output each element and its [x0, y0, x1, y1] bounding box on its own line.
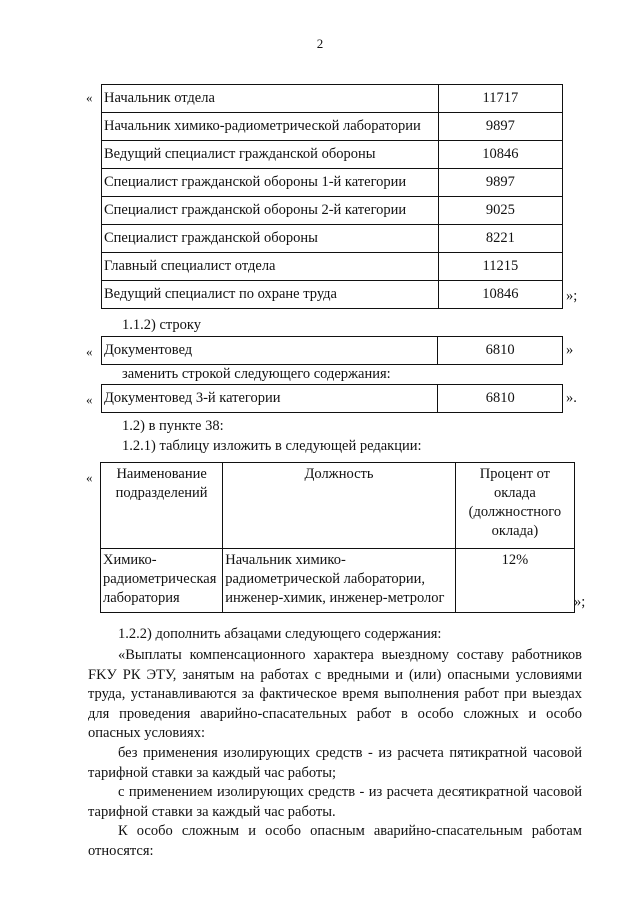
open-quote: « — [86, 392, 93, 407]
table-row — [102, 141, 563, 169]
unit-name: Химико-радиометрическая лаборатория — [101, 549, 223, 613]
table-row — [101, 549, 575, 613]
position-name: Специалист гражданской обороны 1-й категории — [102, 169, 439, 197]
salary-table — [101, 84, 563, 309]
position-name: Главный специалист отдела — [102, 253, 439, 281]
position-name: Ведущий специалист гражданской обороны — [102, 141, 439, 169]
salary-value: 10846 — [438, 141, 562, 169]
item-1-1-2: 1.1.2) строку — [122, 317, 201, 333]
table-row — [102, 385, 563, 413]
position-name: Ведущий специалист по охране труда — [102, 281, 439, 309]
item-1-2: 1.2) в пункте 38: — [122, 418, 224, 434]
salary-value: 9897 — [438, 169, 562, 197]
open-quote: « — [86, 470, 93, 485]
salary-value: 10846 — [438, 281, 562, 309]
salary-value: 11215 — [438, 253, 562, 281]
table-row — [102, 169, 563, 197]
table-row — [102, 225, 563, 253]
paragraph-with-isolation: с применением изолирующих средств - из расчета десятикратной часовой тарифной ставки за каждый час работы. — [88, 784, 582, 820]
percent-value: 12% — [455, 549, 574, 613]
item-1-2-1: 1.2.1) таблицу изложить в следующей редакции: — [122, 438, 422, 454]
position-list: Начальник химико-радиометрической лаборатории, инженер-химик, инженер-метролог — [223, 549, 455, 613]
header-percent: Процент от оклада (должностного оклада) — [455, 463, 574, 549]
table-row — [102, 113, 563, 141]
position-name: Специалист гражданской обороны — [102, 225, 439, 253]
item-1-2-2: 1.2.2) дополнить абзацами следующего содержания: — [118, 626, 442, 642]
paragraph-compensation: «Выплаты компенсационного характера выездному составу работников FKУ РК ЭТУ, занятым на работах с вредными и (или) опасными условиями труда, устанавливаются за фактическое время выполнения работ при выездах для проведения аварийно-спасательных работ в особо сложных и особо опасных условиях: — [88, 647, 582, 741]
salary-value: 6810 — [438, 385, 563, 413]
table-row — [102, 337, 563, 365]
compensation-table — [100, 462, 575, 613]
table-row — [102, 85, 563, 113]
doc3-row-table — [101, 384, 563, 413]
position-name: Начальник химико-радиометрической лаборатории — [102, 113, 439, 141]
position-name: Документовед — [102, 337, 438, 365]
header-unit: Наименование подразделений — [101, 463, 223, 549]
table-header-row — [101, 463, 575, 549]
close-quote: »; — [566, 288, 578, 304]
salary-value: 8221 — [438, 225, 562, 253]
salary-value: 6810 — [438, 337, 563, 365]
paragraph-special-works: К особо сложным и особо опасным аварийно-спасательным работам относятся: — [88, 823, 582, 859]
close-quote: »; — [574, 594, 586, 610]
page-number: 2 — [316, 36, 324, 51]
header-position: Должность — [223, 463, 455, 549]
table-row — [102, 197, 563, 225]
open-quote: « — [86, 344, 93, 359]
table-row — [102, 253, 563, 281]
position-name: Специалист гражданской обороны 2-й категории — [102, 197, 439, 225]
doc-row-table — [101, 336, 563, 365]
close-quote: ». — [566, 390, 577, 406]
position-name: Документовед 3-й категории — [102, 385, 438, 413]
paragraph-without-isolation: без применения изолирующих средств - из расчета пятикратной часовой тарифной ставки за каждый час работы; — [88, 745, 582, 781]
salary-value: 11717 — [438, 85, 562, 113]
salary-value: 9897 — [438, 113, 562, 141]
position-name: Начальник отдела — [102, 85, 439, 113]
table-row — [102, 281, 563, 309]
open-quote: « — [86, 90, 93, 105]
salary-value: 9025 — [438, 197, 562, 225]
replace-text: заменить строкой следующего содержания: — [122, 366, 391, 382]
close-quote: » — [566, 342, 574, 358]
